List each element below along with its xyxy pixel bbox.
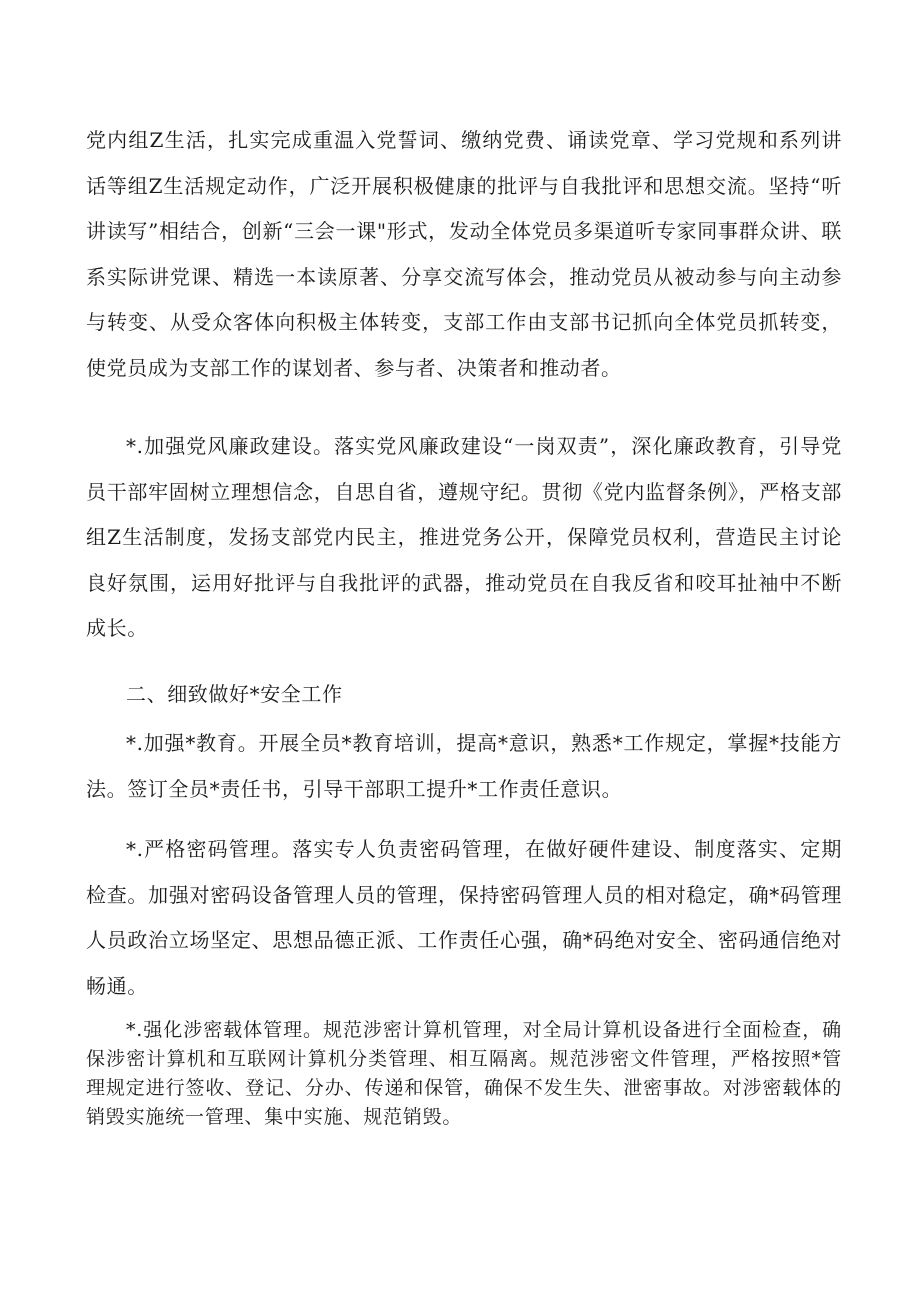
paragraph-party-life: 党内组Z生活，扎实完成重温入党誓词、缴纳党费、诵读党章、学习党规和系列讲话等组Z生活规定动作，广泛开展积极健康的批评与自我批评和思想交流。坚持“听讲读写”相结合，创新“三会一课"形式，发动全体党员多渠道听专家同事群众讲、联系实际讲党课、精选一本读原著、分享交流写体会，推动党员从被动参与向主动参与转变、从受众客体向积极主体转变，支部工作由支部书记抓向全体党员抓转变，使党员成为支部工作的谋划者、参与者、决策者和推动者。 [86, 128, 842, 380]
paragraph-password-management: *.严格密码管理。落实专人负责密码管理，在做好硬件建设、制度落实、定期检查。加强对密码设备管理人员的管理，保持密码管理人员的相对稳定，确*码管理人员政治立场坚定、思想品德正派、工作责任心强，确*码绝对安全、密码通信绝对畅通。 [86, 837, 842, 998]
paragraph-security-education: *.加强*教育。开展全员*教育培训，提高*意识，熟悉*工作规定，掌握*技能方法。签订全员*责任书，引导干部职工提升*工作责任意识。 [86, 731, 842, 801]
paragraph-classified-carriers: *.强化涉密载体管理。规范涉密计算机管理，对全局计算机设备进行全面检查，确保涉密计算机和互联网计算机分类管理、相互隔离。规范涉密文件管理，严格按照*管理规定进行签收、登记、分办、传递和保管，确保不发生失、泄密事故。对涉密载体的销毁实施统一管理、集中实施、规范销毁。 [86, 1019, 842, 1128]
section-heading-security-work: 二、细致做好*安全工作 [126, 682, 343, 706]
paragraph-clean-governance: *.加强党风廉政建设。落实党风廉政建设“一岗双责”，深化廉政教育，引导党员干部牢固树立理想信念，自思自省，遵规守纪。贯彻《党内监督条例》，严格支部组Z生活制度，发扬支部党内民主，推进党务公开，保障党员权利，营造民主讨论良好氛围，运用好批评与自我批评的武器，推动党员在自我反省和咬耳扯袖中不断成长。 [86, 434, 842, 640]
